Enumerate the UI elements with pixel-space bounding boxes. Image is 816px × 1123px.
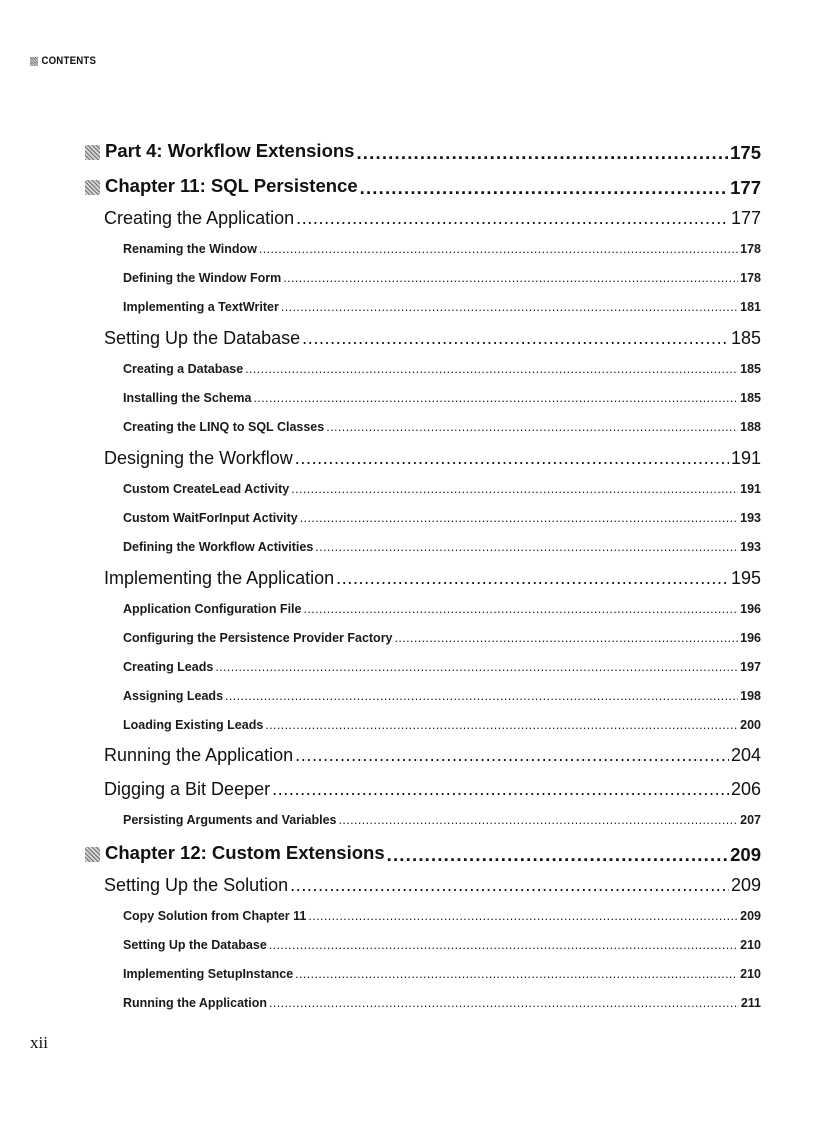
leader-dots	[295, 745, 729, 766]
toc-entry-page: 196	[740, 602, 761, 616]
toc-entry-label: Chapter 12: Custom Extensions	[105, 842, 385, 863]
leader-dots	[245, 362, 738, 376]
leader-dots	[295, 967, 738, 981]
toc-entry-section[interactable]	[104, 568, 761, 589]
toc-entry-page: 185	[740, 391, 761, 405]
toc-entry-page: 206	[730, 779, 761, 799]
toc-entry-label: Part 4: Workflow Extensions	[105, 140, 355, 161]
toc-entry-label: Setting Up the Database	[123, 938, 267, 952]
leader-dots	[281, 300, 738, 314]
toc-entry-page: 197	[740, 660, 761, 674]
toc-entry-label: Creating Leads	[123, 660, 214, 674]
leader-dots	[302, 328, 729, 349]
running-title: CONTENTS	[41, 55, 97, 67]
toc-entry-label: Custom CreateLead Activity	[123, 482, 290, 496]
leader-dots	[300, 511, 738, 525]
section-marker-icon	[30, 57, 38, 66]
leader-dots	[290, 875, 729, 896]
leader-dots	[360, 177, 729, 199]
toc-entry-subsection[interactable]	[123, 718, 761, 732]
toc-entry-page: 188	[740, 420, 761, 434]
toc-entry-page: 191	[740, 482, 761, 496]
toc-entry-page: 204	[730, 745, 761, 765]
toc-entry-label: Creating the LINQ to SQL Classes	[123, 420, 325, 434]
toc-entry-section[interactable]	[104, 208, 761, 229]
toc-entry-subsection[interactable]	[123, 362, 761, 376]
leader-dots	[387, 844, 729, 866]
leader-dots	[326, 420, 738, 434]
toc-entry-subsection[interactable]	[123, 967, 761, 981]
toc-entry-page: 210	[740, 938, 761, 952]
leader-dots	[215, 660, 738, 674]
toc-entry-label: Defining the Window Form	[123, 271, 282, 285]
chapter-marker-icon	[85, 847, 100, 862]
toc-entry-page: 178	[740, 271, 761, 285]
toc-entry-page: 177	[730, 208, 761, 228]
leader-dots	[315, 540, 738, 554]
toc-entry-subsection[interactable]	[123, 631, 761, 645]
toc-entry-page: 209	[740, 909, 761, 923]
leader-dots	[283, 271, 738, 285]
toc-entry-subsection[interactable]	[123, 996, 761, 1010]
leader-dots	[295, 448, 729, 469]
toc-entry-label: Creating the Application	[104, 208, 295, 228]
leader-dots	[225, 689, 738, 703]
page-number: xii	[30, 1033, 48, 1052]
toc-entry-subsection[interactable]	[123, 511, 761, 525]
toc-entry-page: 185	[740, 362, 761, 376]
toc-entry-chapter[interactable]	[85, 842, 761, 866]
leader-dots	[395, 631, 739, 645]
toc-entry-label: Defining the Workflow Activities	[123, 540, 314, 554]
toc-entry-label: Running the Application	[123, 996, 267, 1010]
toc-entry-label: Setting Up the Database	[104, 328, 301, 348]
toc-entry-page: 175	[730, 141, 761, 163]
toc-entry-subsection[interactable]	[123, 813, 761, 827]
toc-entry-subsection[interactable]	[123, 938, 761, 952]
toc-entry-page: 209	[730, 843, 761, 865]
toc-entry-subsection[interactable]	[123, 242, 761, 256]
toc-entry-label: Implementing the Application	[104, 568, 335, 588]
toc-entry-section[interactable]	[104, 448, 761, 469]
toc-entry-label: Custom WaitForInput Activity	[123, 511, 298, 525]
toc-entry-page: 200	[740, 718, 761, 732]
toc-entry-page: 181	[740, 300, 761, 314]
toc-entry-label: Installing the Schema	[123, 391, 252, 405]
toc-entry-page: 198	[740, 689, 761, 703]
toc-entry-label: Copy Solution from Chapter 11	[123, 909, 307, 923]
toc-entry-subsection[interactable]	[123, 271, 761, 285]
toc-entry-label: Loading Existing Leads	[123, 718, 264, 732]
toc-entry-page: 207	[740, 813, 761, 827]
toc-entry-label: Chapter 11: SQL Persistence	[105, 175, 358, 196]
toc-entry-label: Implementing SetupInstance	[123, 967, 294, 981]
toc-entry-label: Implementing a TextWriter	[123, 300, 279, 314]
leader-dots	[269, 938, 738, 952]
toc-entry-label: Assigning Leads	[123, 689, 224, 703]
toc-entry-page: 178	[740, 242, 761, 256]
leader-dots	[356, 142, 728, 164]
toc-entry-label: Digging a Bit Deeper	[104, 779, 271, 799]
toc-entry-page: 196	[740, 631, 761, 645]
toc-entry-subsection[interactable]	[123, 300, 761, 314]
toc-entry-page: 210	[740, 967, 761, 981]
toc-entry-section[interactable]	[104, 875, 761, 896]
leader-dots	[336, 568, 729, 589]
toc-entry-subsection[interactable]	[123, 909, 761, 923]
leader-dots	[303, 602, 738, 616]
leader-dots	[254, 391, 739, 405]
toc-entry-subsection[interactable]	[123, 689, 761, 703]
toc-entry-label: Designing the Workflow	[104, 448, 293, 468]
toc-entry-page: 185	[730, 328, 761, 348]
toc-entry-page: 193	[740, 540, 761, 554]
toc-entry-page: 193	[740, 511, 761, 525]
toc-entry-subsection[interactable]	[123, 482, 761, 496]
toc-entry-section[interactable]	[104, 745, 761, 766]
running-header	[30, 55, 96, 67]
toc-entry-label: Persisting Arguments and Variables	[123, 813, 337, 827]
leader-dots	[269, 996, 739, 1010]
leader-dots	[265, 718, 738, 732]
toc-entry-label: Application Configuration File	[123, 602, 302, 616]
toc-entry-subsection[interactable]	[123, 391, 761, 405]
toc-entry-page: 191	[730, 448, 761, 468]
toc-entry-subsection[interactable]	[123, 540, 761, 554]
toc-entry-label: Setting Up the Solution	[104, 875, 289, 895]
toc-entry-section[interactable]	[104, 328, 761, 349]
toc-entry-subsection[interactable]	[123, 602, 761, 616]
leader-dots	[296, 208, 729, 229]
leader-dots	[291, 482, 738, 496]
toc-entry-label: Configuring the Persistence Provider Factory	[123, 631, 393, 645]
toc-entry-section[interactable]	[104, 779, 761, 800]
toc-entry-label: Renaming the Window	[123, 242, 257, 256]
toc-entry-subsection[interactable]	[123, 660, 761, 674]
toc-entry-page: 195	[730, 568, 761, 588]
leader-dots	[259, 242, 738, 256]
leader-dots	[339, 813, 739, 827]
toc-entry-page: 209	[730, 875, 761, 895]
toc-entry-page: 177	[730, 176, 761, 198]
part-marker-icon	[85, 145, 100, 160]
leader-dots	[308, 909, 738, 923]
toc-entry-subsection[interactable]	[123, 420, 761, 434]
toc-entry-label: Creating a Database	[123, 362, 244, 376]
chapter-marker-icon	[85, 180, 100, 195]
leader-dots	[272, 779, 729, 800]
toc-entry-label: Running the Application	[104, 745, 294, 765]
toc-entry-chapter[interactable]	[85, 175, 761, 199]
toc-entry-page: 211	[740, 996, 761, 1010]
toc-entry-part[interactable]	[85, 140, 761, 164]
